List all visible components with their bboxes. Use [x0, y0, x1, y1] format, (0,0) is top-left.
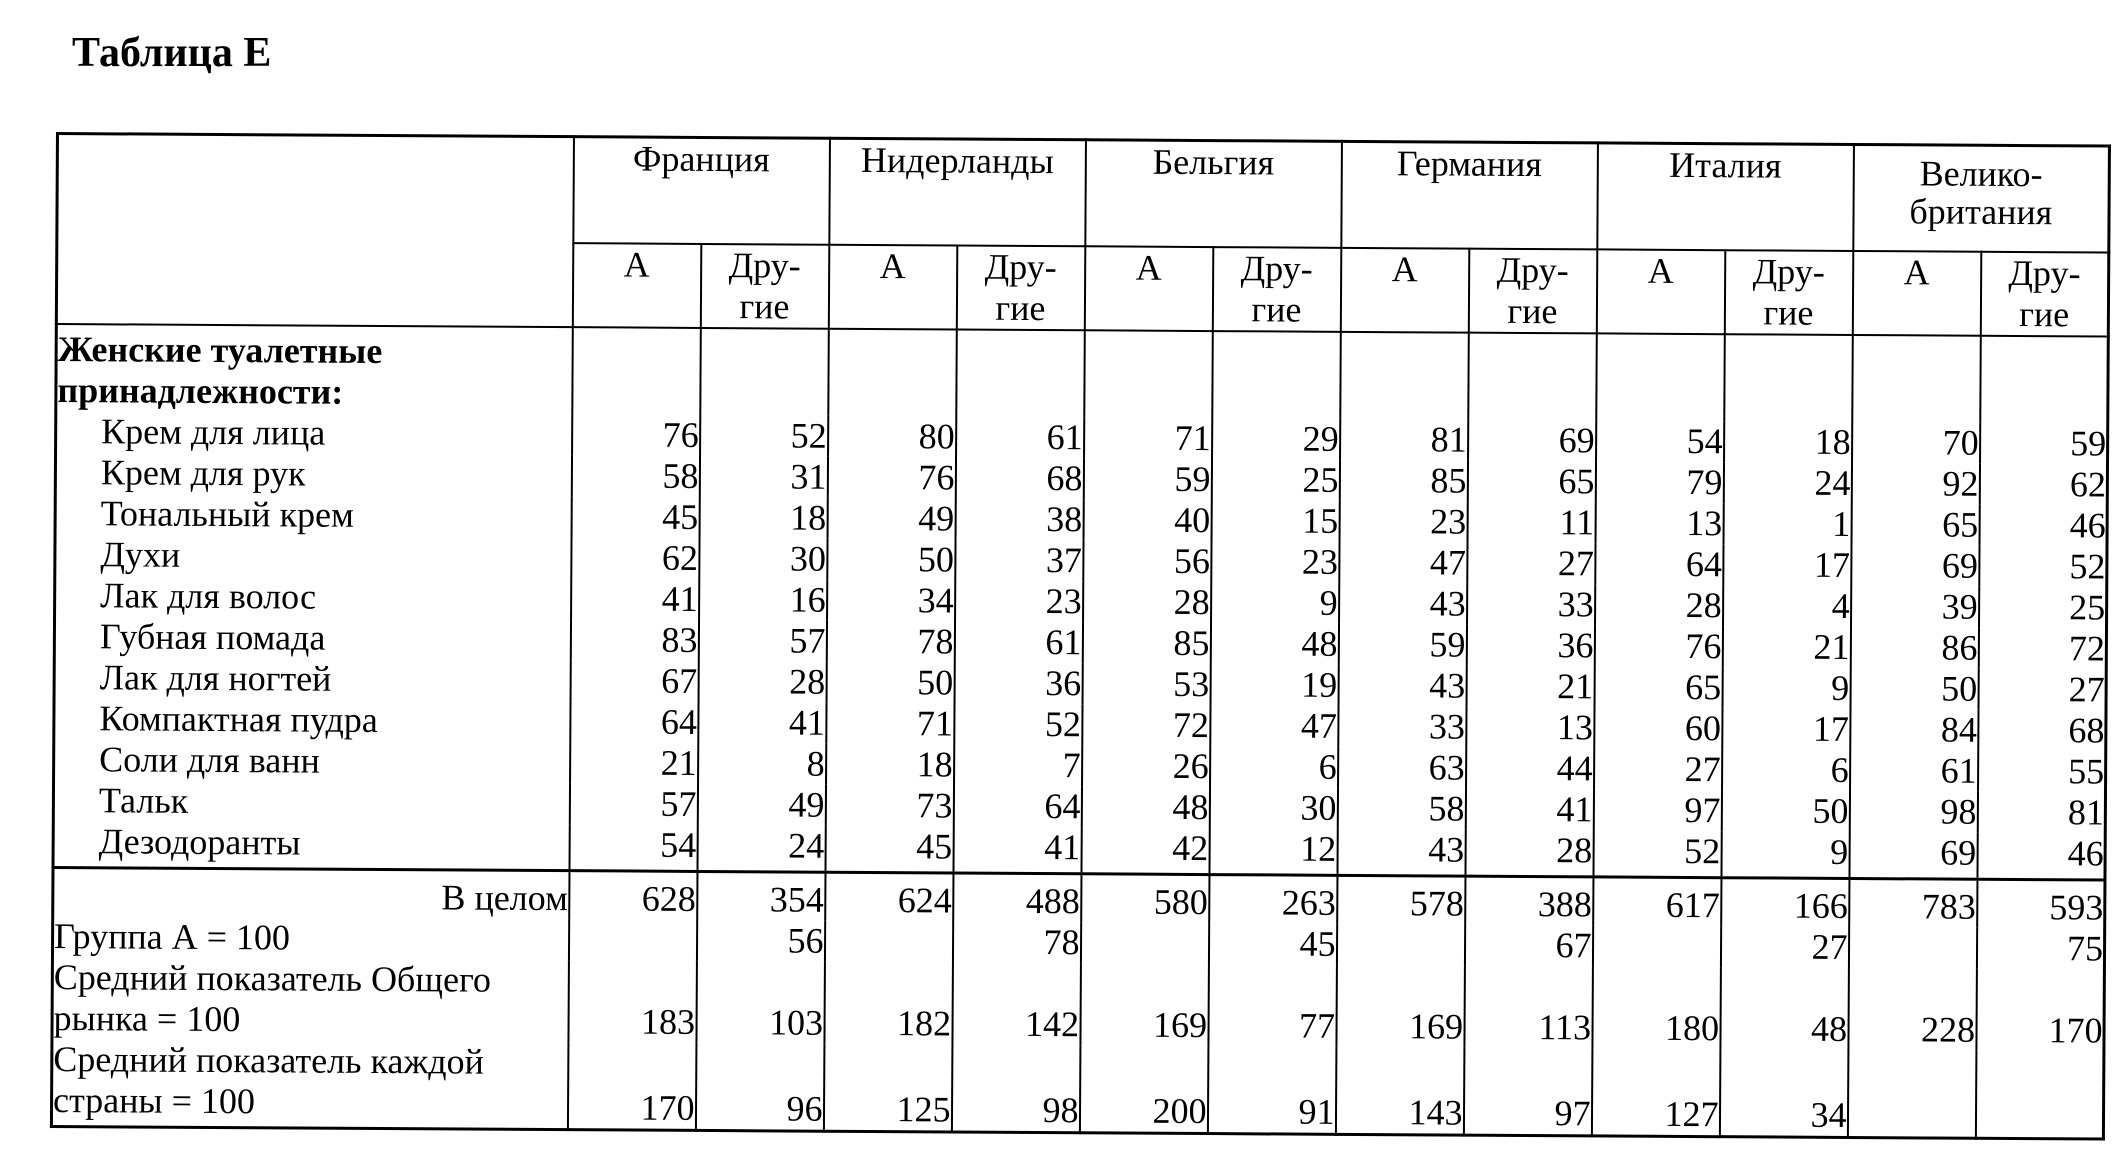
group-a-cell	[568, 919, 696, 961]
subheader-other: Дру- гие	[1212, 247, 1341, 332]
country-cell: 125	[823, 1044, 952, 1132]
value-cell: 70	[1852, 422, 1980, 464]
country-label-line-2: страны = 100	[52, 1080, 256, 1122]
value-cell: 68	[1978, 710, 2106, 752]
value-cell: 12	[1209, 828, 1337, 875]
value-cell: 8	[698, 743, 826, 785]
country-header-belgium: Бельгия	[1085, 140, 1342, 248]
subheader-other: Дру- гие	[1468, 249, 1597, 334]
value-cell: 18	[1724, 421, 1852, 463]
market-cell: 48	[1720, 967, 1849, 1050]
group-a-cell	[1080, 922, 1208, 964]
value-cell: 47	[1210, 705, 1338, 747]
page-title: Таблица Е	[72, 30, 272, 76]
value-cell: 54	[1596, 420, 1724, 462]
row-label: Губная помада	[99, 616, 326, 658]
value-cell: 6	[1210, 746, 1338, 788]
value-cell: 1	[1723, 503, 1851, 545]
market-cell: 228	[1848, 968, 1976, 1051]
value-cell: 71	[1084, 417, 1212, 459]
value-cell: 11	[1467, 502, 1595, 544]
country-label-line-1: Средний показатель каждой	[53, 1039, 485, 1082]
value-cell: 46	[1977, 833, 2105, 880]
blank-cell	[1340, 332, 1469, 420]
value-cell: 58	[571, 455, 699, 497]
subheader-a: А	[1852, 251, 1981, 336]
value-cell: 7	[954, 744, 1082, 786]
country-header-france: Франция	[573, 137, 830, 245]
value-cell: 85	[1082, 622, 1210, 664]
market-label-line-2: рынка = 100	[53, 998, 241, 1040]
value-cell: 15	[1211, 500, 1339, 542]
value-cell: 36	[954, 662, 1082, 704]
subheader-other: Дру- гие	[1980, 252, 2109, 337]
value-cell: 42	[1081, 827, 1209, 874]
value-cell: 9	[1721, 831, 1849, 878]
table-container	[50, 132, 2108, 1141]
value-cell: 41	[571, 578, 699, 620]
value-cell: 23	[1211, 541, 1339, 583]
value-cell: 41	[698, 702, 826, 744]
group-a-cell: 78	[952, 921, 1080, 963]
value-cell: 64	[1595, 543, 1723, 585]
value-cell: 83	[570, 619, 698, 661]
value-cell: 41	[1465, 789, 1593, 831]
value-cell: 67	[570, 660, 698, 702]
row-label: Крем для рук	[100, 452, 306, 494]
value-cell: 76	[827, 457, 955, 499]
value-cell: 19	[1210, 664, 1338, 706]
value-cell: 25	[1211, 459, 1339, 501]
corner-cell	[56, 134, 573, 328]
value-cell: 61	[954, 621, 1082, 663]
blank-cell	[828, 329, 957, 417]
market-row	[52, 957, 2105, 1052]
country-header-row	[57, 134, 2110, 253]
value-cell: 41	[953, 826, 1081, 873]
value-cell: 69	[1851, 545, 1979, 587]
table-body	[53, 324, 2108, 880]
subheader-other: Дру- гие	[1724, 250, 1853, 335]
value-cell: 33	[1467, 584, 1595, 626]
value-cell: 52	[1979, 546, 2107, 588]
subheader-a: А	[828, 245, 957, 330]
blank-cell	[1852, 335, 1981, 423]
value-cell: 65	[1594, 666, 1722, 708]
market-cell: 142	[952, 962, 1081, 1045]
value-cell: 37	[955, 539, 1083, 581]
market-label	[52, 957, 568, 1042]
value-cell: 50	[1721, 790, 1849, 832]
value-cell: 13	[1595, 502, 1723, 544]
country-cell: 200	[1079, 1045, 1208, 1133]
value-cell: 24	[1723, 462, 1851, 504]
blank-cell	[1468, 333, 1597, 421]
value-cell: 21	[1722, 626, 1850, 668]
country-header-germany: Германия	[1341, 141, 1598, 249]
section-title	[56, 324, 573, 414]
summary-body	[51, 867, 2105, 1139]
value-cell: 50	[826, 662, 954, 704]
value-cell: 65	[1467, 461, 1595, 503]
total-cell: 628	[569, 871, 697, 920]
value-cell: 44	[1466, 748, 1594, 790]
total-cell: 354	[697, 871, 825, 920]
value-cell: 31	[699, 456, 827, 498]
value-cell: 52	[700, 415, 828, 457]
group-a-cell: 56	[696, 920, 824, 962]
value-cell: 17	[1722, 708, 1850, 750]
value-cell: 49	[697, 784, 825, 826]
total-cell: 263	[1209, 875, 1337, 924]
value-cell: 81	[1340, 419, 1468, 461]
total-cell: 388	[1465, 876, 1593, 925]
value-cell: 28	[1595, 584, 1723, 626]
row-label: Лак для волос	[100, 575, 317, 617]
value-cell: 43	[1338, 665, 1466, 707]
group-a-cell: 67	[1464, 925, 1592, 967]
value-cell: 50	[827, 539, 955, 581]
value-cell: 65	[1851, 504, 1979, 546]
value-cell: 76	[1594, 625, 1722, 667]
value-cell: 59	[1338, 624, 1466, 666]
value-cell: 62	[571, 537, 699, 579]
row-label: Тальк	[98, 780, 189, 821]
section-title-line-2: принадлежности:	[57, 370, 344, 412]
value-cell: 53	[1082, 663, 1210, 705]
value-cell: 30	[699, 538, 827, 580]
value-cell: 85	[1339, 460, 1467, 502]
group-a-cell: 75	[1976, 928, 2104, 970]
total-cell: 166	[1721, 878, 1849, 927]
value-cell: 4	[1723, 585, 1851, 627]
value-cell: 60	[1594, 707, 1722, 749]
total-cell: 783	[1849, 878, 1977, 927]
value-cell: 25	[1979, 587, 2107, 629]
row-label: Тональный крем	[100, 493, 354, 535]
subheader-a: А	[1596, 249, 1725, 334]
value-cell: 59	[1980, 423, 2108, 465]
group-a-cell: 27	[1720, 926, 1848, 968]
value-cell: 52	[954, 703, 1082, 745]
value-cell: 13	[1466, 707, 1594, 749]
group-a-cell	[1848, 927, 1976, 969]
value-cell: 6	[1722, 749, 1850, 791]
value-cell: 24	[697, 825, 825, 872]
country-cell: 127	[1591, 1048, 1720, 1136]
value-cell: 86	[1850, 627, 1978, 669]
total-cell: 617	[1593, 877, 1721, 926]
market-cell: 169	[1080, 963, 1208, 1046]
country-row	[51, 1039, 2104, 1139]
value-cell: 76	[572, 414, 700, 456]
data-table	[50, 132, 2111, 1141]
value-cell: 98	[1849, 791, 1977, 833]
country-label	[51, 1039, 568, 1130]
value-cell: 78	[826, 621, 954, 663]
value-cell: 9	[1722, 667, 1850, 709]
value-cell: 38	[955, 499, 1083, 541]
value-cell: 69	[1468, 420, 1596, 462]
group-a-cell	[1336, 924, 1464, 966]
blank-cell	[1084, 330, 1213, 418]
group-a-cell: 45	[1208, 923, 1336, 965]
value-cell: 97	[1593, 789, 1721, 831]
value-cell: 64	[570, 701, 698, 743]
country-cell	[1847, 1050, 1976, 1138]
value-cell: 48	[1210, 623, 1338, 665]
blank-cell	[1212, 331, 1341, 419]
value-cell: 34	[827, 580, 955, 622]
market-cell: 77	[1208, 964, 1336, 1047]
value-cell: 69	[1849, 832, 1977, 879]
value-cell: 28	[1465, 830, 1593, 877]
value-cell: 27	[1467, 543, 1595, 585]
country-cell: 98	[951, 1044, 1080, 1132]
group-a-cell	[1592, 925, 1720, 967]
subheader-a: А	[572, 243, 701, 328]
country-cell: 91	[1207, 1046, 1336, 1134]
value-cell: 55	[1978, 751, 2106, 793]
value-cell: 73	[825, 785, 953, 827]
row-label: Лак для ногтей	[99, 657, 332, 699]
country-header-netherlands: Нидерланды	[829, 138, 1086, 246]
total-cell: 624	[825, 872, 953, 921]
value-cell: 33	[1338, 706, 1466, 748]
value-cell: 63	[1338, 747, 1466, 789]
row-label: Дезодоранты	[98, 821, 301, 863]
value-cell: 81	[1977, 792, 2105, 834]
value-cell: 16	[699, 579, 827, 621]
blank-cell	[572, 327, 701, 415]
value-cell: 27	[1594, 748, 1722, 790]
value-cell: 45	[825, 826, 953, 873]
market-cell: 182	[824, 962, 952, 1045]
value-cell: 57	[569, 783, 697, 825]
total-cell: 488	[953, 873, 1081, 922]
value-cell: 28	[698, 661, 826, 703]
value-cell: 68	[955, 458, 1083, 500]
value-cell: 59	[1083, 458, 1211, 500]
value-cell: 39	[1851, 586, 1979, 628]
blank-cell	[1980, 336, 2109, 424]
total-cell: 580	[1081, 874, 1209, 923]
country-cell: 97	[1463, 1048, 1592, 1136]
value-cell: 71	[826, 703, 954, 745]
subheader-other: Дру- гие	[956, 246, 1085, 331]
market-cell: 113	[1464, 966, 1593, 1049]
value-cell: 45	[571, 496, 699, 538]
blank-cell	[700, 328, 829, 416]
value-cell: 30	[1209, 787, 1337, 829]
market-cell: 180	[1592, 966, 1720, 1049]
value-cell: 23	[1339, 501, 1467, 543]
row-label: Крем для лица	[101, 411, 326, 453]
value-cell: 64	[953, 785, 1081, 827]
value-cell: 26	[1082, 745, 1210, 787]
value-cell: 50	[1850, 668, 1978, 710]
subheader-other: Дру- гие	[700, 244, 829, 329]
value-cell: 92	[1851, 463, 1979, 505]
row-label: Соли для ванн	[99, 739, 320, 781]
country-cell: 96	[695, 1043, 824, 1131]
value-cell: 52	[1593, 830, 1721, 877]
value-cell: 48	[1081, 786, 1209, 828]
value-cell: 18	[699, 497, 827, 539]
value-cell: 80	[828, 416, 956, 458]
country-cell: 170	[567, 1042, 696, 1130]
value-cell: 21	[570, 742, 698, 784]
value-cell: 40	[1083, 499, 1211, 541]
total-cell: 578	[1337, 875, 1465, 924]
total-label: В целом	[53, 867, 569, 919]
value-cell: 23	[955, 580, 1083, 622]
value-cell: 72	[1082, 704, 1210, 746]
country-cell: 34	[1719, 1049, 1848, 1137]
value-cell: 21	[1466, 666, 1594, 708]
value-cell: 43	[1337, 829, 1465, 876]
blank-cell	[1596, 333, 1725, 421]
value-cell: 57	[698, 620, 826, 662]
total-cell: 593	[1977, 879, 2105, 928]
value-cell: 62	[1979, 464, 2107, 506]
market-cell: 103	[696, 961, 824, 1044]
market-label-line-1: Средний показатель Общего	[53, 957, 492, 1000]
value-cell: 28	[1083, 581, 1211, 623]
value-cell: 61	[956, 417, 1084, 459]
value-cell: 84	[1850, 709, 1978, 751]
value-cell: 36	[1466, 625, 1594, 667]
value-cell: 47	[1339, 542, 1467, 584]
country-cell: 143	[1335, 1047, 1464, 1135]
market-cell: 183	[568, 960, 696, 1043]
value-cell: 56	[1083, 540, 1211, 582]
value-cell: 9	[1211, 582, 1339, 624]
value-cell: 46	[1979, 505, 2107, 547]
value-cell: 49	[827, 498, 955, 540]
subheader-a: А	[1084, 246, 1213, 331]
subheader-a: А	[1340, 248, 1469, 333]
section-title-line-1: Женские туалетные	[57, 329, 383, 371]
value-cell: 29	[1212, 418, 1340, 460]
blank-cell	[956, 330, 1085, 418]
country-header-uk: Велико- британия	[1853, 144, 2110, 252]
row-label: Компактная пудра	[99, 698, 378, 740]
row-label: Духи	[100, 534, 181, 575]
value-cell: 72	[1978, 628, 2106, 670]
country-cell	[1975, 1051, 2104, 1139]
value-cell: 27	[1978, 669, 2106, 711]
value-cell: 17	[1723, 544, 1851, 586]
section-title-row	[56, 324, 2109, 424]
value-cell: 18	[826, 744, 954, 786]
market-cell: 169	[1336, 965, 1464, 1048]
value-cell: 58	[1337, 788, 1465, 830]
group-a-label: Группа А = 100	[53, 916, 291, 958]
value-cell: 43	[1339, 583, 1467, 625]
market-cell: 170	[1976, 969, 2105, 1052]
blank-cell	[1724, 334, 1853, 422]
value-cell: 79	[1595, 461, 1723, 503]
country-header-italy: Италия	[1597, 143, 1854, 251]
value-cell: 54	[569, 824, 697, 871]
group-a-cell	[824, 921, 952, 963]
value-cell: 61	[1850, 750, 1978, 792]
